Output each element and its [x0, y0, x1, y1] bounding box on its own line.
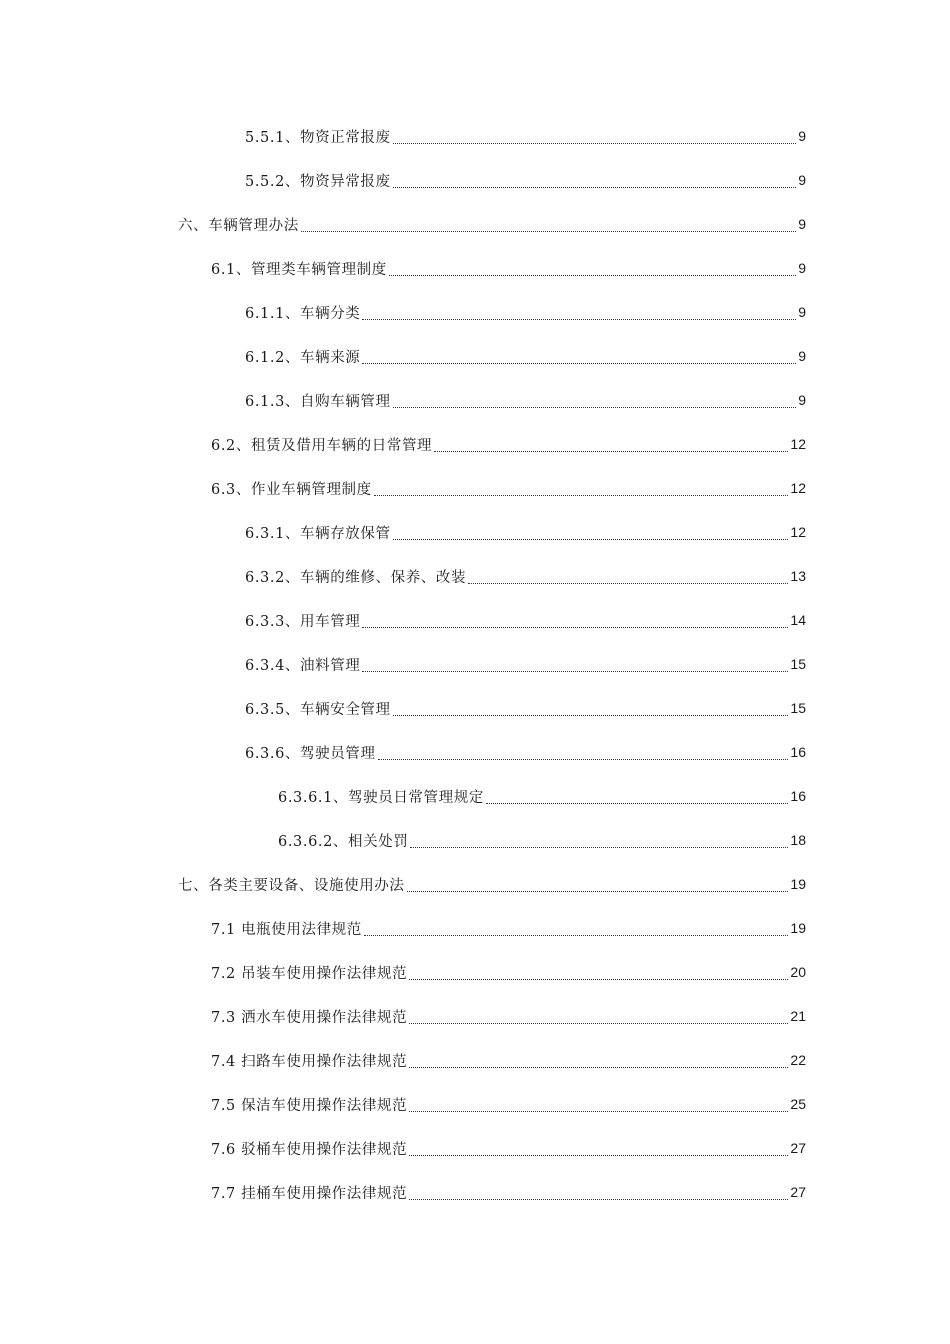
toc-entry-title: 6.1.3、自购车辆管理	[245, 393, 391, 410]
toc-entry[interactable]	[0, 1038, 950, 1082]
toc-leader-dots	[362, 670, 788, 672]
toc-entry-title: 5.5.1、物资正常报废	[245, 129, 391, 146]
toc-entry[interactable]	[0, 466, 950, 510]
toc-entry[interactable]	[0, 1082, 950, 1126]
toc-leader-dots	[362, 362, 796, 364]
toc-entry-title: 6.1.1、车辆分类	[245, 305, 361, 322]
toc-entry-title: 6.3.2、车辆的维修、保养、改装	[245, 569, 467, 586]
toc-entry-page: 22	[790, 1052, 806, 1068]
toc-leader-dots	[434, 450, 788, 452]
toc-entry-title: 6.3、作业车辆管理制度	[211, 481, 372, 498]
toc-entry-page: 19	[790, 920, 806, 936]
toc-leader-dots	[378, 758, 789, 760]
toc-leader-dots	[410, 846, 788, 848]
toc-entry-page: 21	[790, 1008, 806, 1024]
toc-entry-title: 6.1.2、车辆来源	[245, 349, 361, 366]
toc-entry-title: 6.3.1、车辆存放保管	[245, 525, 391, 542]
toc-entry-title: 七、各类主要设备、设施使用办法	[178, 877, 405, 894]
toc-entry-title: 7.1 电瓶使用法律规范	[211, 921, 362, 938]
toc-entry-title: 6.3.6、驾驶员管理	[245, 745, 376, 762]
toc-entry-page: 16	[790, 744, 806, 760]
toc-entry-title: 7.2 吊装车使用操作法律规范	[211, 965, 408, 982]
toc-entry-page: 20	[790, 964, 806, 980]
toc-entry[interactable]	[0, 730, 950, 774]
toc-leader-dots	[301, 230, 796, 232]
toc-entry-title: 7.6 驳桶车使用操作法律规范	[211, 1141, 408, 1158]
toc-entry[interactable]	[0, 774, 950, 818]
toc-entry-page: 18	[790, 832, 806, 848]
toc-entry-page: 9	[798, 304, 806, 320]
toc-entry-title: 6.3.3、用车管理	[245, 613, 361, 630]
toc-entry[interactable]	[0, 994, 950, 1038]
toc-leader-dots	[362, 626, 788, 628]
toc-leader-dots	[409, 1198, 788, 1200]
toc-entry-title: 6.3.4、油料管理	[245, 657, 361, 674]
toc-leader-dots	[407, 890, 789, 892]
toc-leader-dots	[374, 494, 789, 496]
toc-entry-title: 7.5 保洁车使用操作法律规范	[211, 1097, 408, 1114]
toc-leader-dots	[362, 318, 796, 320]
toc-leader-dots	[468, 582, 788, 584]
toc-entry[interactable]	[0, 598, 950, 642]
toc-entry[interactable]	[0, 378, 950, 422]
toc-entry-page: 27	[790, 1140, 806, 1156]
toc-entry[interactable]	[0, 950, 950, 994]
toc-entry-page: 9	[798, 348, 806, 364]
toc-entry-page: 12	[790, 524, 806, 540]
toc-leader-dots	[409, 1066, 788, 1068]
toc-entry-page: 27	[790, 1184, 806, 1200]
toc-leader-dots	[409, 1022, 788, 1024]
toc-entry-page: 12	[790, 480, 806, 496]
toc-leader-dots	[393, 186, 796, 188]
toc-entry[interactable]	[0, 1170, 950, 1214]
toc-entry-title: 6.1、管理类车辆管理制度	[211, 261, 387, 278]
toc-leader-dots	[409, 1154, 788, 1156]
toc-entry[interactable]	[0, 862, 950, 906]
toc-entry-page: 9	[798, 392, 806, 408]
toc-leader-dots	[393, 142, 796, 144]
toc-entry-title: 7.4 扫路车使用操作法律规范	[211, 1053, 408, 1070]
table-of-contents	[0, 114, 950, 1214]
toc-entry[interactable]	[0, 290, 950, 334]
toc-entry-title: 7.7 挂桶车使用操作法律规范	[211, 1185, 408, 1202]
toc-leader-dots	[393, 406, 796, 408]
toc-entry-page: 9	[798, 260, 806, 276]
toc-entry-title: 6.2、租赁及借用车辆的日常管理	[211, 437, 433, 454]
toc-entry-page: 15	[790, 656, 806, 672]
toc-entry[interactable]	[0, 158, 950, 202]
toc-entry-title: 5.5.2、物资异常报废	[245, 173, 391, 190]
toc-leader-dots	[389, 274, 796, 276]
toc-entry[interactable]	[0, 510, 950, 554]
toc-entry-page: 9	[798, 128, 806, 144]
toc-entry-title: 6.3.6.1、驾驶员日常管理规定	[278, 789, 484, 806]
toc-entry[interactable]	[0, 1126, 950, 1170]
toc-entry[interactable]	[0, 642, 950, 686]
toc-entry[interactable]	[0, 334, 950, 378]
toc-entry[interactable]	[0, 246, 950, 290]
toc-entry-page: 9	[798, 216, 806, 232]
toc-leader-dots	[393, 538, 789, 540]
toc-entry-page: 12	[790, 436, 806, 452]
toc-entry[interactable]	[0, 554, 950, 598]
toc-entry-title: 6.3.6.2、相关处罚	[278, 833, 409, 850]
toc-entry[interactable]	[0, 686, 950, 730]
toc-entry-title: 六、车辆管理办法	[178, 217, 299, 234]
toc-entry-title: 6.3.5、车辆安全管理	[245, 701, 391, 718]
toc-entry[interactable]	[0, 114, 950, 158]
toc-leader-dots	[364, 934, 789, 936]
toc-leader-dots	[409, 1110, 788, 1112]
toc-entry-page: 13	[790, 568, 806, 584]
toc-entry-title: 7.3 洒水车使用操作法律规范	[211, 1009, 408, 1026]
toc-entry[interactable]	[0, 906, 950, 950]
toc-leader-dots	[393, 714, 789, 716]
toc-entry[interactable]	[0, 818, 950, 862]
toc-leader-dots	[486, 802, 788, 804]
toc-entry-page: 16	[790, 788, 806, 804]
toc-entry-page: 19	[790, 876, 806, 892]
toc-entry-page: 14	[790, 612, 806, 628]
toc-entry[interactable]	[0, 202, 950, 246]
toc-entry[interactable]	[0, 422, 950, 466]
toc-leader-dots	[409, 978, 788, 980]
toc-entry-page: 25	[790, 1096, 806, 1112]
toc-entry-page: 15	[790, 700, 806, 716]
toc-entry-page: 9	[798, 172, 806, 188]
